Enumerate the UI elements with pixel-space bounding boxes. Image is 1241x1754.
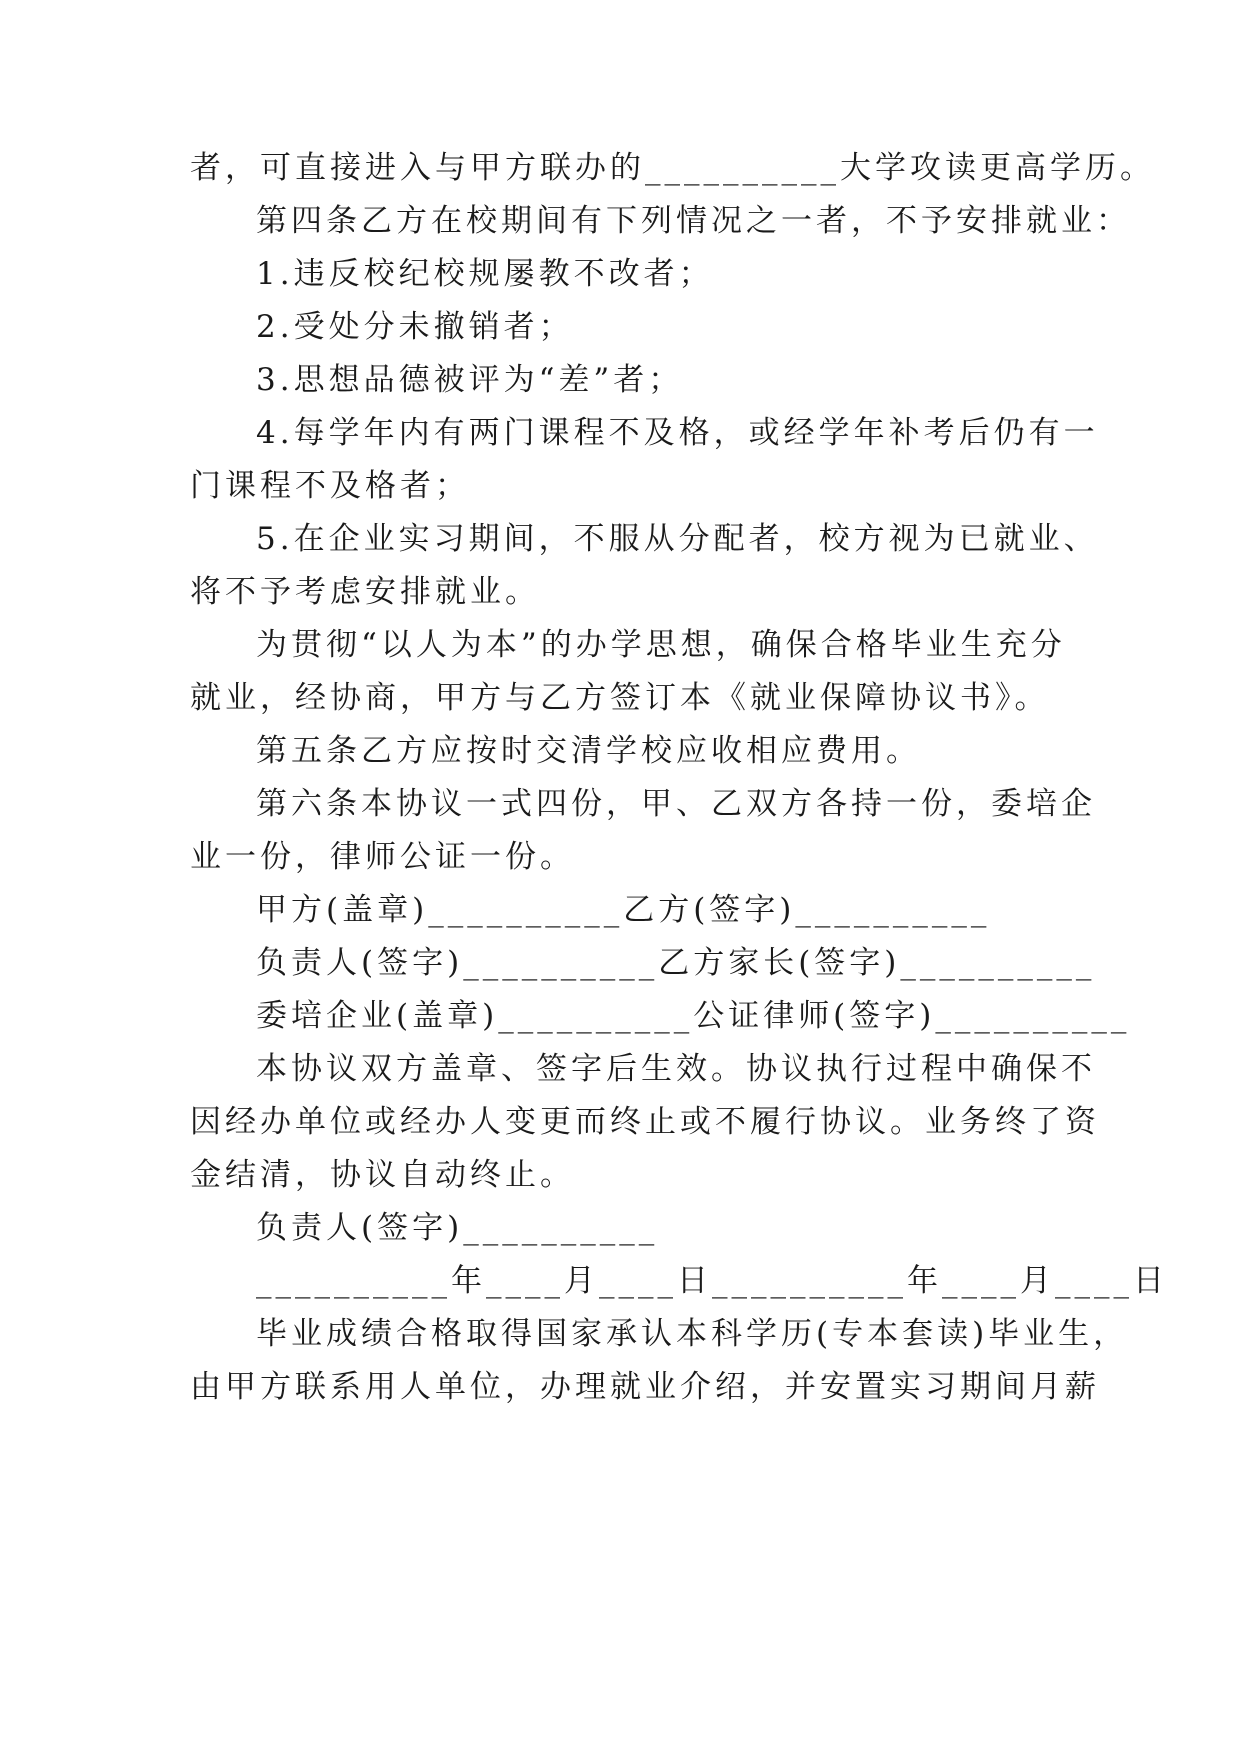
list-item: 3.思想品德被评为“差”者；	[256, 362, 684, 398]
list-item-continuation: 将不予考虑安排就业。	[190, 574, 540, 610]
text-line: 者，可直接进入与甲方联办的__________大学攻读更高学历。	[190, 150, 1155, 186]
list-item: 1.违反校纪校规屡教不改者；	[256, 256, 714, 292]
signature-line: 负责人(签字)__________	[256, 1210, 659, 1246]
article-6-continuation: 业一份，律师公证一份。	[190, 839, 575, 875]
date-line: __________年____月____日__________年____月____日	[256, 1263, 1168, 1299]
signature-line: 委培企业(盖章)__________公证律师(签字)__________	[256, 998, 1131, 1034]
paragraph-line: 毕业成绩合格取得国家承认本科学历(专本套读)毕业生，	[256, 1316, 1129, 1352]
signature-line: 负责人(签字)__________乙方家长(签字)__________	[256, 945, 1096, 981]
list-item: 5.在企业实习期间，不服从分配者，校方视为已就业、	[256, 521, 1099, 557]
signature-line: 甲方(盖章)__________乙方(签字)__________	[256, 892, 991, 928]
list-item: 2.受处分未撤销者；	[256, 309, 574, 345]
paragraph-line: 由甲方联系用人单位，办理就业介绍，并安置实习期间月薪	[190, 1369, 1100, 1405]
paragraph-line: 因经办单位或经办人变更而终止或不履行协议。业务终了资	[190, 1104, 1100, 1140]
list-item-continuation: 门课程不及格者；	[190, 468, 470, 504]
list-item: 4.每学年内有两门课程不及格，或经学年补考后仍有一	[256, 415, 1099, 451]
article-4-heading: 第四条乙方在校期间有下列情况之一者，不予安排就业：	[256, 203, 1131, 239]
paragraph-line: 为贯彻“以人为本”的办学思想，确保合格毕业生充分	[256, 627, 1066, 663]
article-5: 第五条乙方应按时交清学校应收相应费用。	[256, 733, 921, 769]
paragraph-line: 本协议双方盖章、签字后生效。协议执行过程中确保不	[256, 1051, 1096, 1087]
paragraph-line: 金结清，协议自动终止。	[190, 1157, 575, 1193]
article-6: 第六条本协议一式四份，甲、乙双方各持一份，委培企	[256, 786, 1096, 822]
paragraph-line: 就业，经协商，甲方与乙方签订本《就业保障协议书》。	[190, 680, 1050, 716]
